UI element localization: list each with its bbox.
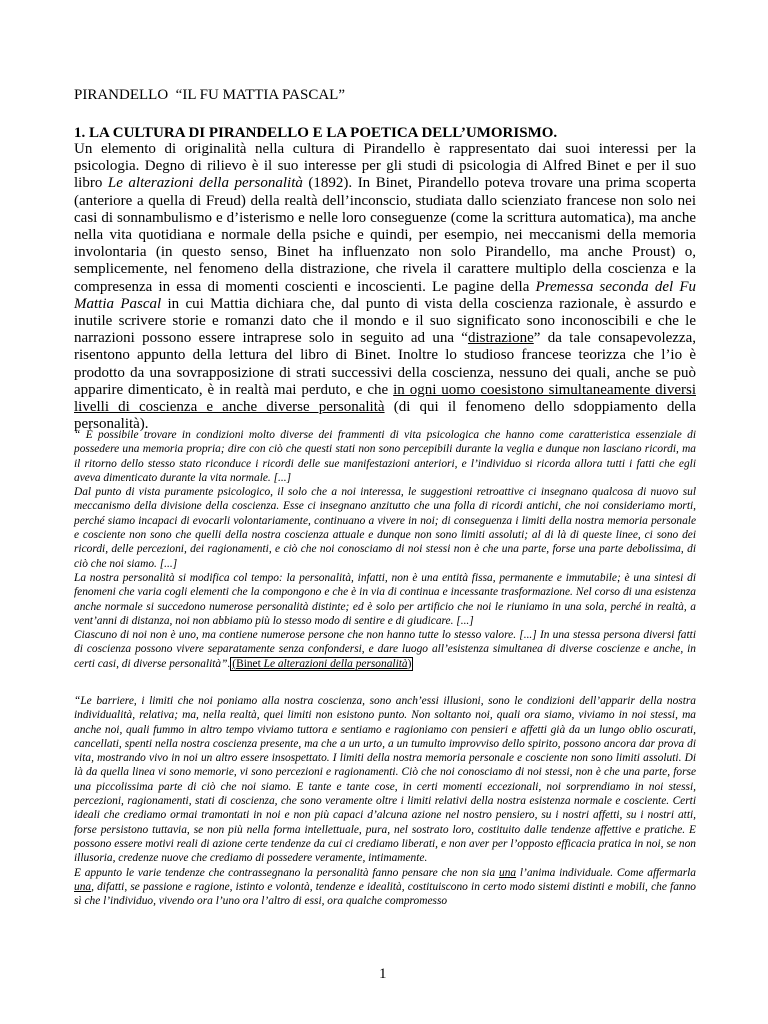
- quote-paragraph: [74, 628, 696, 671]
- quote-paragraph: La nostra personalità si modifica col tempo: la personalità, infatti, non è una entità fissa, permanente e immutabile; è una sintesi di fenomeni che varia cogli elementi che la compongono e che è in via di continua e incessante trasformazione. Nel corso di una esistenza anche normale si succedono numerose personalità distinte; ed è solo per artificio che noi le riuniamo in una sola, perché in realtà, a vent’anni di distanza, noi non abbiamo più lo stesso modo di sentire e di giudicare. [...]: [74, 571, 696, 627]
- body-text-5: (di qui il fenomeno dello sdoppiamento della personalità).: [74, 399, 696, 433]
- premessa-title: Premessa seconda del Fu Mattia Pascal: [74, 278, 696, 312]
- quote-text: Ciascuno di noi non è uno, ma contiene numerose persone che non hanno tutte lo stesso valore. [...] In una stessa persona diversi fatti di coscienza possono vivere separatamente senza confondersi, e dare luogo all’esistenza simultanea di diverse coscienze e anche, in certi casi, di diverse personalità”.: [74, 629, 696, 670]
- citation-end: ): [407, 657, 412, 670]
- quote-text: , difatti, se passione e ragione, istinto e volontà, tendenze e idealità, costituiscono in certo modo sistemi distinti e mobili, che fanno sì che l’individuo, vivendo ora l’uno ora l’altro di essi, ora qualche compromesso: [74, 880, 696, 908]
- distrazione-term: distrazione: [467, 330, 534, 347]
- section-heading: 1. LA CULTURA DI PIRANDELLO E LA POETICA DELL’UMORISMO.: [74, 125, 558, 141]
- underlined-claim: in ogni uomo coesistono simultaneamente diversi livelli di coscienza e anche diverse personalità: [74, 381, 696, 416]
- una-emphasis: una: [499, 866, 517, 879]
- citation-box: [230, 657, 413, 671]
- book-title: Le alterazioni della personalità: [107, 175, 303, 192]
- citation-title: Le alterazioni della personalità: [263, 657, 408, 670]
- una-emphasis: una: [74, 880, 92, 893]
- quote-text: E appunto le varie tendenze che contrassegnano la personalità fanno pensare che non sia: [74, 866, 499, 879]
- document-title: PIRANDELLO “IL FU MATTIA PASCAL”: [74, 87, 345, 103]
- binet-quote: [74, 428, 696, 671]
- body-text-3: in cui Mattia dichiara che, dal punto di vista della coscienza razionale, è assurdo e inutile scrivere storie e romanzi dato che il mondo e il suo significato sono inconoscibili e che le narrazioni possono essere intraprese solo in seguito ad una “: [74, 295, 697, 347]
- body-text-1: Un elemento di originalità nella cultura di Pirandello è rappresentato dai suoi interessi per la psicologia. Degno di rilievo è il suo interesse per gli studi di psicologia di Alfred Binet e per il suo libro: [74, 141, 696, 192]
- body-text-2: (1892). In Binet, Pirandello poteva trovare una prima scoperta (anteriore a quella di Freud) della realtà dell’inconscio, studiata dallo scienziato francese non solo nei casi di sonnambulismo e d’isterismo e nelle loro conseguenze (come la scrittura automatica), ma anche nella vita quotidiana e normale della psiche e quindi, per esempio, nei meccanismi della memoria involontaria (in questo senso, Binet ha influenzato non solo Pirandello, ma anche Proust) o, semplicemente, nel fenomeno della distrazione, che rivela il carattere multiplo della coscienza e la compresenza in essa di momenti coscienti e incoscienti. Le pagine della: [74, 175, 696, 295]
- quote-text: l’anima individuale. Come affermarla: [516, 866, 696, 879]
- quote-paragraph: “ È possibile trovare in condizioni molto diverse dei frammenti di vita psicologica che hanno come caratteristica essenziale di possedere una memoria propria; dire con ciò che questi stati non sono percepibili durante la veglia e dunque non lasciano ricordi, ma il ritorno dello stesso stato riconduce i ricordi delle sue manifestazioni anteriori, e l’individuo si ricorda allora tutti i fatti che egli aveva dimenticato durante la vita normale. [...]: [74, 429, 696, 484]
- quote-paragraph: Dal punto di vista puramente psicologico, il solo che a noi interessa, le suggestioni retroattive ci insegnano qualcosa di nuovo sul meccanismo della divisione della coscienza. Esse ci insegnano anzitutto che una folla di ricordi antichi, che noi consideriamo morti, perché siamo incapaci di evocarli volontariamente, continuano a vivere in noi; di conseguenza i limiti della nostra memoria personale e cosciente non sono che quelli della nostra coscienza attuale e dunque non sono limiti assoluti; al di là di queste linee, ci sono dei ricordi, delle percezioni, dei ragionamenti, e ciò che noi conosciamo di noi stessi non è che una parte, forse una parte debolissima, di ciò che noi siamo. [...]: [74, 486, 696, 570]
- page-number: 1: [379, 966, 387, 982]
- body-text-4: ” da tale consapevolezza, risentono appunto della lettura del libro di Binet. Inoltre lo studioso francese teorizza che l’io è prodotto da una sovrapposizione di strati successivi della coscienza, nessuno dei quali, anche se può apparire dimenticato, è in realtà mai perduto, e che: [74, 330, 696, 398]
- quote-paragraph: “Le barriere, i limiti che noi poniamo alla nostra coscienza, sono anch’essi illusioni, sono le condizioni dell’apparir della nostra individualità, relativa; ma, nella realtà, quei limiti non esistono punto. Non soltanto noi, quali ora siamo, viviamo in noi stessi, ma anche noi, quali fummo in altro tempo viviamo tuttora e sentiamo e ragioniamo con pensieri e affetti già da un lungo oblio oscurati, cancellati, spenti nella nostra coscienza presente, ma che a un urto, a un tumulto improvviso dello spirito, possono ancora dar prova di vita, mostrando vivo in noi un altro essere insospettato. I limiti della nostra memoria personale e cosciente non sono limiti assoluti. Di là da quella linea vi sono memorie, vi sono percezioni e ragionamenti. Ciò che noi conosciamo di noi stessi, non è che una parte, forse una piccolissima parte di ciò che noi siamo. E tante e tante cose, in certi momenti eccezionali, noi sorprendiamo in noi stessi, percezioni, ragionamenti, stati di coscienza, che sono veramente oltre i limiti relativi della nostra esistenza normale e cosciente. Certi ideali che crediamo ormai tramontati in noi e non più capaci d’alcuna azione nel nostro pensiero, su i nostri affetti, su i nostri atti, forse persistono tuttavia, se non più nella forma intellettuale, pura, nel sostrato loro, costituito dalle tendenze affettive e pratiche. E possono essere motivi reali di azione certe tendenze da cui ci crediamo liberati, e non aver per l’opposto efficacia pratica in noi, se non illusoria, credenze nuove che crediamo di possedere veramente, intimamente.: [74, 695, 696, 865]
- quote-paragraph: [74, 866, 696, 909]
- body-paragraph: [74, 141, 696, 433]
- citation-author: (Binet: [232, 657, 264, 670]
- pirandello-quote: [74, 694, 696, 908]
